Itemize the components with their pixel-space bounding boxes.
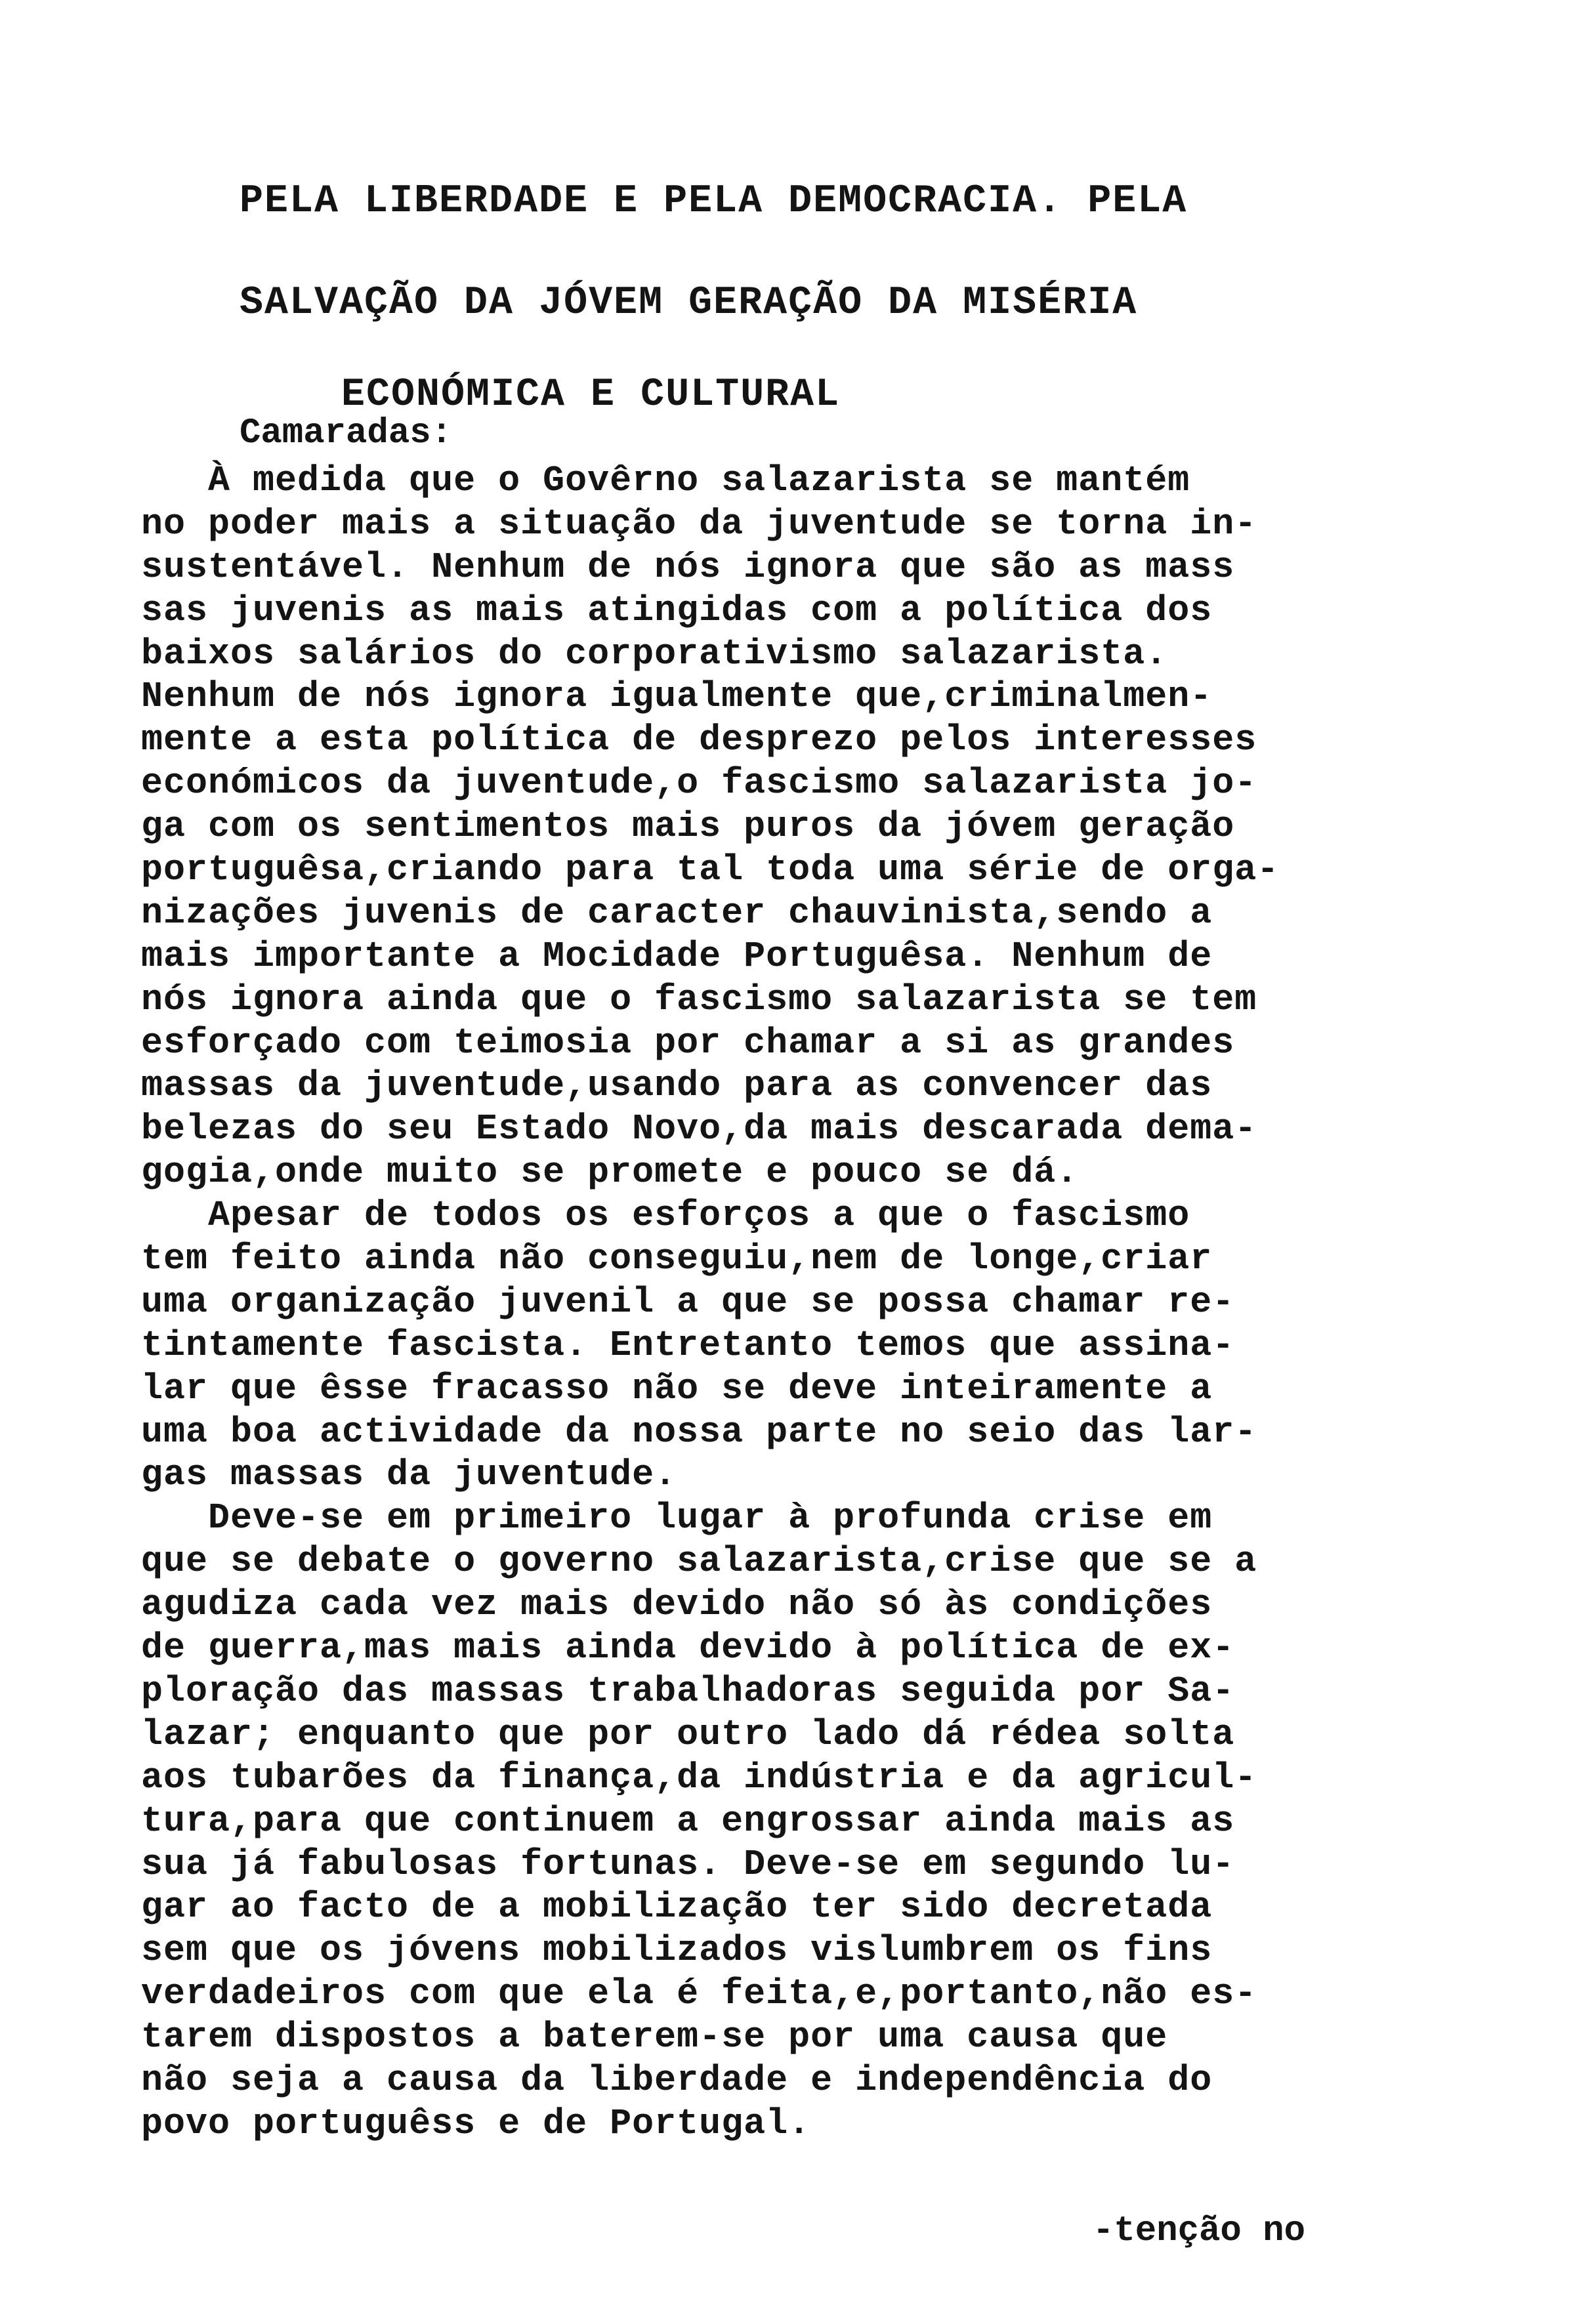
body-line: baixos salários do corporativismo salazarista. — [141, 633, 1168, 674]
body-line: sem que os jóvens mobilizados vislumbrem os fins — [141, 1930, 1213, 1972]
body-line: tintamente fascista. Entretanto temos que assina- — [141, 1324, 1235, 1366]
heading-line-2-text: SALVAÇÃO DA JÓVEM GERAÇÃO DA MISÉRIA — [240, 281, 1138, 325]
body-line: massas da juventude,usando para as convencer das — [141, 1065, 1213, 1107]
body-line: esforçado com teimosia por chamar a si as grandes — [141, 1022, 1235, 1064]
body-line: uma organização juvenil a que se possa chamar re- — [141, 1281, 1235, 1323]
body-line: sua já fabulosas fortunas. Deve-se em segundo lu- — [141, 1843, 1235, 1885]
body-line: mente a esta política de desprezo pelos interesses — [141, 719, 1257, 761]
body-line: ploração das massas trabalhadoras seguida por Sa- — [141, 1670, 1235, 1712]
body-line: belezas do seu Estado Novo,da mais descarada demа- — [141, 1108, 1257, 1150]
body-line: sustentável. Nenhum de nós ignora que são as mass — [141, 546, 1235, 588]
body-line: mais importante a Mocidade Portuguêsa. Nenhum de — [141, 935, 1213, 977]
body-line: tarem dispostos a baterem-se por uma causa que — [141, 2016, 1168, 2058]
body-line: gogia,onde muito se promete e pouco se dá. — [141, 1152, 1079, 1193]
body-line: Deve-se em primeiro lugar à profunda crise em — [141, 1497, 1213, 1539]
body-line: nizações juvenis de caracter chauvinista,sendo a — [141, 892, 1213, 934]
body-line: gar ao facto de a mobilização ter sido decretada — [141, 1886, 1213, 1928]
body-line: lar que êsse fracasso não se deve inteiramente a — [141, 1367, 1213, 1409]
body-line: tura,para que continuem a engrossar ainda mais as — [141, 1800, 1235, 1842]
greeting: Camaradas: — [240, 413, 453, 453]
body-text — [141, 459, 1473, 2146]
body-line: aos tubarões da finança,da indústria e da agricul- — [141, 1756, 1257, 1798]
heading-line-3-text: ECONÓMICA E CULTURAL — [341, 373, 841, 417]
body-line: no poder mais a situação da juventude se torna in- — [141, 503, 1257, 545]
body-line: Nenhum de nós ignora igualmente que,criminalmen- — [141, 676, 1213, 718]
body-line: À medida que o Govêrno salazarista se mantém — [141, 460, 1190, 501]
body-line: não seja a causa da liberdade e independência do — [141, 2059, 1213, 2101]
body-line: sas juvenis as mais atingidas com a política dos — [141, 589, 1213, 631]
body-line: povo portuguêss e de Portugal. — [141, 2102, 811, 2144]
body-line: nós ignora ainda que o fascismo salazarista se tem — [141, 978, 1257, 1020]
body-line: uma boa actividade da nossa parte no seio das lar- — [141, 1411, 1257, 1453]
body-line: agudiza cada vez mais devido não só às condições — [141, 1584, 1213, 1626]
heading-line-3 — [0, 328, 1575, 462]
body-line: ga com os sentimentos mais puros da jóvem geração — [141, 806, 1235, 848]
body-line: gas massas da juventude. — [141, 1454, 677, 1496]
body-line: que se debate o governo salazarista,crise que se a — [141, 1541, 1257, 1583]
body-line: económicos da juventude,o fascismo salazarista jo- — [141, 762, 1257, 804]
heading-line-1-text: PELA LIBERDADE E PELA DEMOCRACIA. PELA — [240, 179, 1188, 224]
body-line: lazar; enquanto que por outro lado dá rédea solta — [141, 1713, 1235, 1755]
body-line: tem feito ainda não conseguiu,nem de longe,criar — [141, 1238, 1213, 1280]
body-line: Apesar de todos os esforços a que o fascismo — [141, 1195, 1190, 1237]
body-line: portuguêsa,criando para tal toda uma série de orga- — [141, 849, 1280, 891]
body-line: verdadeiros com que ela é feita,e,portanto,não es- — [141, 1973, 1257, 2015]
continuation-note: -tenção no — [1093, 2211, 1306, 2251]
body-line: de guerra,mas mais ainda devido à política de ex- — [141, 1627, 1235, 1669]
